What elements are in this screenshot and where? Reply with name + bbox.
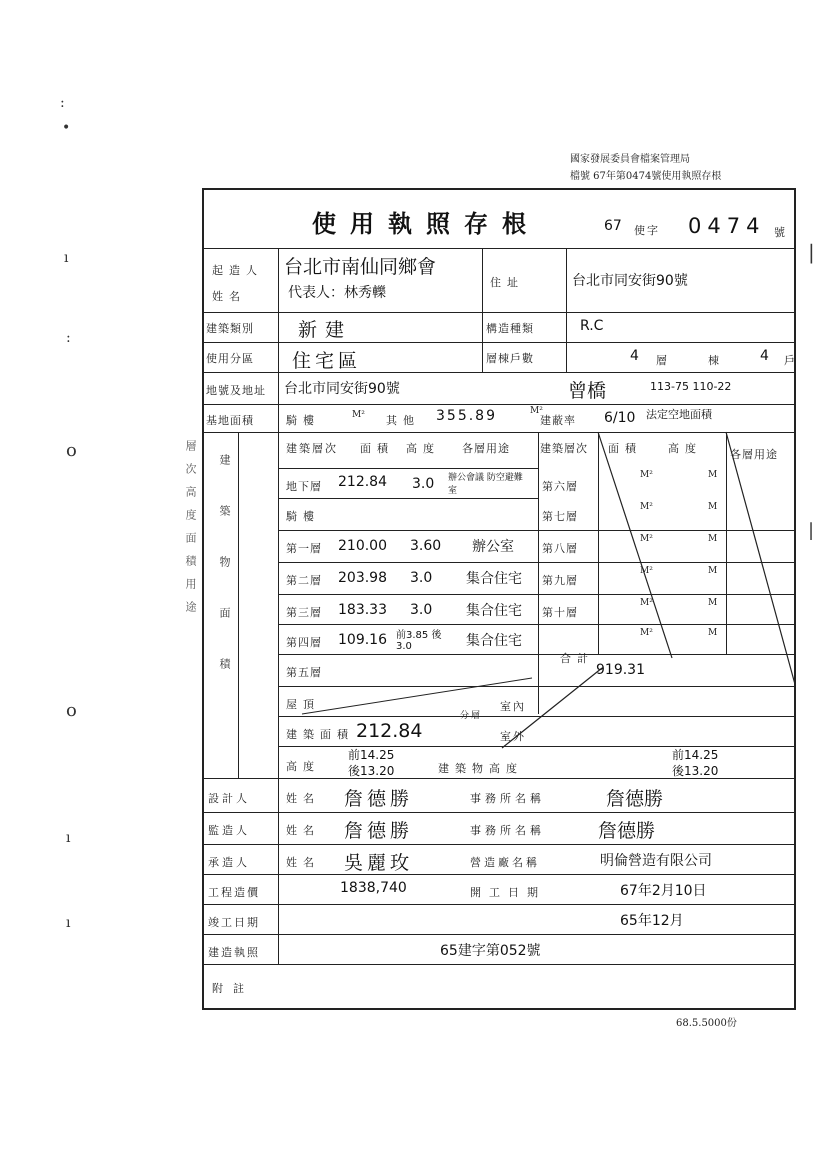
archive-stamp-line2: 檔號 67年第0474號使用執照存根: [570, 171, 722, 182]
col-area-header-right: 面積: [608, 442, 642, 455]
scan-mark: o: [66, 700, 77, 721]
label-applicant: 起造人: [212, 264, 263, 277]
label-finish: 竣工日期: [208, 916, 260, 929]
contractor-firm-value: 明倫營造有限公司: [600, 853, 712, 869]
unit-m2: M²: [640, 628, 653, 638]
label-permit: 建造執照: [208, 946, 260, 959]
license-suffix: 號: [774, 226, 785, 239]
label-cost: 工程造價: [208, 886, 260, 899]
f4-area: 109.16: [338, 632, 387, 648]
scan-mark: o: [66, 440, 77, 461]
height-front: 前14.25: [348, 748, 395, 762]
supervisor-value: 詹德勝: [344, 820, 414, 842]
permit-value: 65建字第052號: [440, 943, 541, 959]
label-partition: 分層: [460, 711, 483, 721]
label-roof: 屋頂: [286, 698, 320, 711]
unit-m2: M: [708, 566, 718, 576]
scan-mark: :: [66, 330, 71, 346]
unit-m2: M: [708, 502, 718, 512]
unit-m2: M²: [640, 470, 653, 480]
f1-area: 210.00: [338, 538, 387, 554]
archive-stamp-line1: 國家發展委員會檔案管理局: [570, 154, 690, 165]
scan-mark: ı: [66, 830, 71, 846]
lot-number-value: 113-75 110-22: [650, 380, 732, 393]
row-f10-label: 第十層: [542, 606, 578, 619]
row-f5-label: 第五層: [286, 666, 322, 679]
row-f3-label: 第三層: [286, 606, 322, 619]
label-designer: 設計人: [208, 792, 250, 805]
unit-m2: M: [708, 534, 718, 544]
label-applicant-name: 姓名: [212, 290, 246, 303]
designer-office-value: 詹德勝: [606, 788, 664, 810]
label-height-line: 建築物高度: [438, 762, 523, 775]
label-designer-name: 姓名: [286, 792, 320, 805]
contractor-value: 吳麗玫: [344, 852, 414, 874]
floors-value: 4: [630, 348, 639, 364]
label-outdoor: 室外: [500, 730, 526, 743]
label-household-unit: 戶: [784, 354, 795, 367]
applicant-value: 台北市南仙同鄉會: [284, 256, 437, 278]
label-building-area: 建築面積: [286, 728, 354, 741]
label-supervisor-name: 姓名: [286, 824, 320, 837]
label-address: 住址: [490, 276, 524, 289]
unit-m2: M²: [352, 410, 365, 420]
label-floors-units: 層棟戶數: [486, 352, 534, 365]
row-f1-label: 第一層: [286, 542, 322, 555]
col-area-header: 面積: [360, 442, 394, 455]
label-building-type: 建築類別: [206, 322, 254, 335]
col-height-header-right: 高度: [668, 442, 702, 455]
structure-value: R.C: [580, 318, 604, 334]
label-vertical-right: 層次高度面積用途: [184, 440, 197, 624]
row-f9-label: 第九層: [542, 574, 578, 587]
usage-zone-value: 住宅區: [292, 350, 362, 372]
scan-mark: ı: [64, 250, 69, 266]
scan-mark: :: [60, 95, 65, 111]
label-structure: 構造種類: [486, 322, 534, 335]
row-basement-label: 地下層: [286, 480, 322, 493]
finish-date-value: 65年12月: [620, 913, 684, 929]
f2-area: 203.98: [338, 570, 387, 586]
license-number: 0474: [688, 214, 766, 238]
col-floor-header-right: 建築層次: [540, 442, 588, 455]
unit-m2: M²: [530, 406, 543, 416]
unit-m2: M²: [640, 566, 653, 576]
representative-value: 代表人：林秀轢: [288, 285, 386, 301]
height-back-2: 後13.20: [672, 764, 719, 778]
f1-height: 3.60: [410, 538, 442, 554]
col-use-header: 各層用途: [462, 442, 510, 455]
form-title: 使用執照存根: [312, 209, 540, 238]
unit-m2: M²: [640, 534, 653, 544]
license-year: 67: [604, 218, 622, 234]
scan-mark: •: [62, 120, 71, 136]
f3-use: 集合住宅: [466, 603, 522, 619]
label-arcade: 騎樓: [286, 414, 320, 427]
location-value: 台北市同安街90號: [284, 381, 400, 397]
row-f4-label: 第四層: [286, 636, 322, 649]
f3-area: 183.33: [338, 602, 387, 618]
unit-m2: M: [708, 628, 718, 638]
scan-mark: ı: [66, 915, 71, 931]
label-supervisor: 監造人: [208, 824, 250, 837]
label-site-area: 基地面積: [206, 414, 254, 427]
label-coverage: 建蔽率: [540, 414, 576, 427]
label-height: 高度: [286, 760, 320, 773]
address-value: 台北市同安街90號: [572, 273, 688, 289]
start-date-value: 67年2月10日: [620, 883, 707, 899]
label-contractor-name: 姓名: [286, 856, 320, 869]
other-area-value: 355.89: [436, 408, 497, 424]
approved-value: 法定空地面積: [646, 408, 712, 421]
coverage-value: 6/10: [604, 410, 636, 426]
designer-value: 詹德勝: [344, 788, 414, 810]
f2-height: 3.0: [410, 570, 433, 586]
col-height-header: 高度: [406, 442, 440, 455]
label-vertical-building: 建築物面積: [218, 454, 231, 709]
unit-m2: M²: [640, 502, 653, 512]
row-f7-label: 第七層: [542, 510, 578, 523]
height-back: 後13.20: [348, 764, 395, 778]
f1-use: 辦公室: [472, 539, 514, 555]
unit-m2: M: [708, 598, 718, 608]
f2-use: 集合住宅: [466, 571, 522, 587]
label-start: 開工日期: [470, 886, 546, 899]
unit-m2: M: [708, 470, 718, 480]
row-f6-label: 第六層: [542, 480, 578, 493]
label-location: 地號及地址: [206, 384, 266, 397]
label-supervisor-office: 事務所名稱: [470, 824, 545, 837]
label-building-unit: 棟: [708, 354, 719, 367]
supervisor-office-value: 詹德勝: [598, 820, 656, 842]
cost-value: 1838,740: [340, 880, 407, 896]
col-floor-header: 建築層次: [286, 442, 338, 455]
label-total: 合計: [560, 652, 594, 665]
basement-area: 212.84: [338, 474, 387, 490]
basement-height: 3.0: [412, 476, 435, 492]
f4-use: 集合住宅: [466, 633, 522, 649]
label-usage-zone: 使用分區: [206, 352, 254, 365]
building-type-value: 新建: [298, 319, 353, 341]
label-contractor: 承造人: [208, 856, 250, 869]
households-value: 4: [760, 348, 769, 364]
label-other: 其他: [386, 414, 420, 427]
scan-mark: |: [808, 240, 815, 264]
unit-m2: M²: [640, 598, 653, 608]
label-floor-unit: 層: [656, 354, 667, 367]
f3-height: 3.0: [410, 602, 433, 618]
col-use-header-right: 各層用途: [730, 448, 778, 461]
building-area-value: 212.84: [356, 720, 423, 742]
label-indoor: 室內: [500, 700, 526, 713]
row-f2-label: 第二層: [286, 574, 322, 587]
footer-print-code: 68.5.5000份: [676, 1018, 737, 1029]
total-area: 919.31: [596, 662, 645, 678]
row-arcade-label: 騎樓: [286, 510, 320, 523]
label-designer-office: 事務所名稱: [470, 792, 545, 805]
f4-height: 前3.85 後3.0: [396, 630, 442, 652]
label-note: 附註: [212, 982, 254, 995]
license-word: 使字: [634, 224, 660, 237]
scan-mark: |: [808, 520, 815, 541]
height-front-2: 前14.25: [672, 748, 719, 762]
row-f8-label: 第八層: [542, 542, 578, 555]
label-contractor-firm: 營造廠名稱: [470, 856, 540, 869]
basement-use: 辦公會議 防空避難室: [448, 473, 523, 496]
location-extra-value: 曾橋: [568, 380, 607, 402]
